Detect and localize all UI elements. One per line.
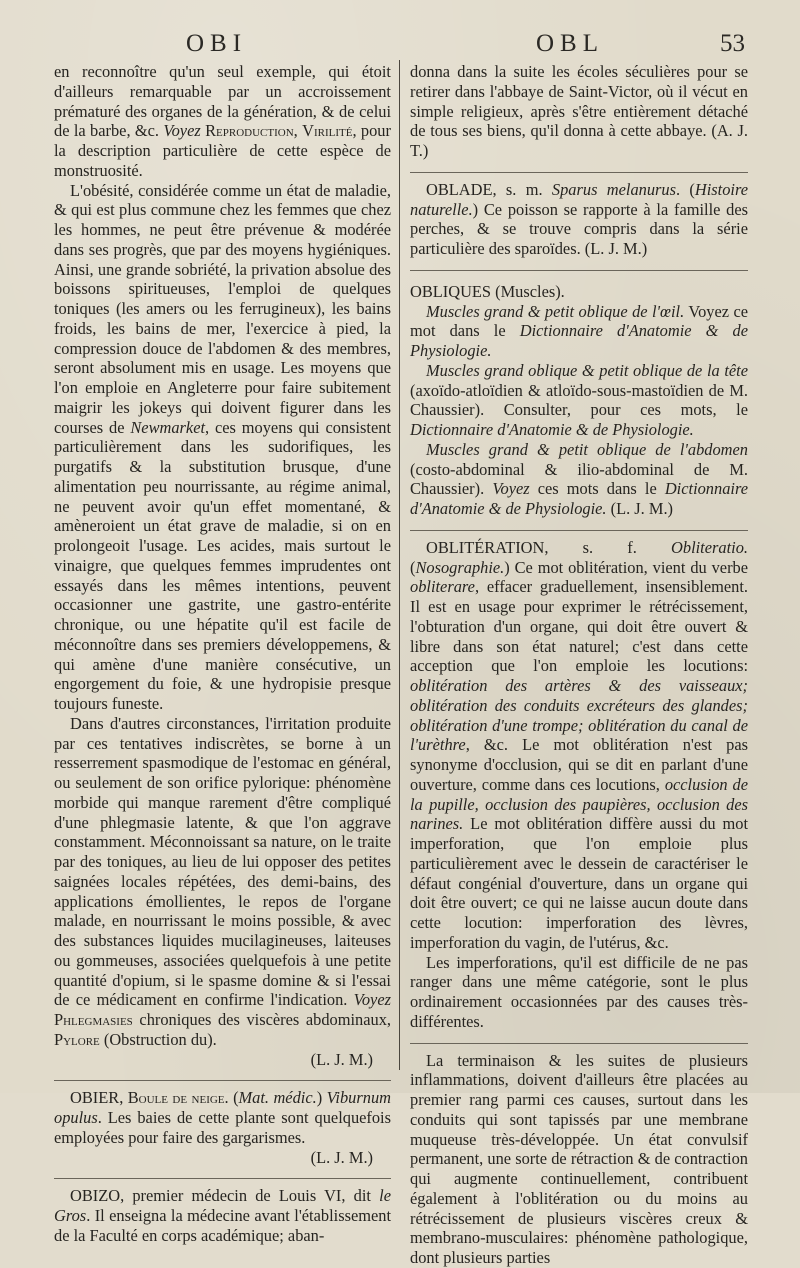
header-left-guide-word: OBI [186,30,248,57]
paragraph-obesite-end: en reconnoître qu'un seul exemple, qui étoit d'ailleurs remarquable par un accroissement prématuré des organes de la génération, & de celui de la barbe, &c. Voyez Reproduction, Virilité, pour la description particulière de cette espèce de monstruosité. [54,62,391,180]
entry-obliques-heading: OBLIQUES (Muscles). [410,281,565,301]
paragraph-terminaison: La terminaison & les suites de plusieurs inflammations, doivent d'ailleurs être placées au premier rang parmi ces causes, surtout dans les conduits qui sont tapissés par une membrane muqueuse très-développée. Un état convulsif permanent, une sorte de rétraction & de contraction qui augmente continuellement, contribuent également à l'oblitération ou du moins au rétrécissement de plusieurs viscères creux & membrano-musculaires: phénomène pathologique, dont plusieurs parties [410,1050,748,1267]
entry-separator [54,1178,391,1179]
column-divider [399,60,400,1070]
paragraph-obizo-end: donna dans la suite les écoles séculières pour se retirer dans l'abbaye de Saint-Victor, où il vécut en simple religieux, après s'être entièrement détaché de tous ses biens, qu'il donna à cette abbaye. (A. J. T.) [410,62,748,160]
entry-separator [410,270,748,271]
entry-obliteration: OBLITÉRATION, s. f. Obliteratio. (Nosographie.) Ce mot oblitération, vient du verbe obliterare, effacer graduellement, insensiblement. Il est en usage pour exprimer le rétrécissement, l'obturation d'un organe, qui doit être ouvert & libre dans son état naturel; c'est dans cette acception que l'on emploie les locutions: oblitération des artères & des vaisseaux; oblitération des conduits excréteurs des glandes; oblitération d'une trompe; oblitération du canal de l'urèthre, &c. Le mot oblitération n'est pas synonyme d'occlusion, qui se dit en parlant d'une ouverture, comme dans ces locutions, occlusion de la pupille, occlusion des paupières, occlusion des narines. Le mot oblitération diffère aussi du mot imperforation, que l'on emploie plus particulièrement avec le dessein de caractériser le défaut congénial d'ouverture, dans un organe qui doit être ouvert; ce qui ne laisse aucun doute dans cette locution: imperforation des lèvres, imperforation du vagin, de l'utérus, &c. [410,537,748,952]
entry-oblade: OBLADE, s. m. Sparus melanurus. (Histoire naturelle.) Ce poisson se rapporte à la famille des perches, & se trouve compris dans la série particulière des sparoïdes. (L. J. M.) [410,179,748,258]
entry-separator [410,530,748,531]
paragraph-obesite-complications: Dans d'autres circonstances, l'irritation produite par ces tentatives indiscrètes, se borne à un resserrement spasmodique de l'estomac en général, ou seulement de son orifice pylorique: phénomène morbide qui manque rarement d'être compliqué d'une phlegmasie latente, & que l'on aggrave constamment. Méconnoissant sa nature, on le traite par des toniques, au lieu de lui opposer des petites saignées locales répétées, des demi-bains, des applications émollientes, le repos de l'organe malade, en nourrissant le moins possible, & avec des substances liquides mucilagineuses, laiteuses ou gommeuses, associées quelquefois à une petite quantité d'opium, si le spasme domine & si l'essai de ce médicament en confirme l'indication. Voyez Phlegmasies chroniques des viscères abdominaux, Pylore (Obstruction du). [54,713,391,1049]
running-header [0,30,800,64]
entry-obizo: OBIZO, premier médecin de Louis VI, dit le Gros. Il enseigna la médecine avant l'établissement de la Faculté en corps académique; aban- [54,1186,391,1245]
header-right-guide-word: OBL [536,30,604,57]
entry-obliques-head: Muscles grand oblique & petit oblique de la tête (axoïdo-atloïdien & atloïdo-sous-mastoïdien de M. Chaussier). Consulter, pour ces mots, le Dictionnaire d'Anatomie & de Physiologie. [410,360,748,439]
paragraph-imperforations: Les imperforations, qu'il est difficile de ne pas ranger dans une même catégorie, sont le plus ordinairement occasionnées par des causes très-différentes. [410,952,748,1031]
entry-obier: OBIER, Boule de neige. (Mat. médic.) Viburnum opulus. Les baies de cette plante sont quelquefois employées pour faire des gargarismes. [54,1088,391,1147]
entry-obliques-eye: Muscles grand & petit oblique de l'œil. Voyez ce mot dans le Dictionnaire d'Anatomie & de Physiologie. [410,301,748,360]
paragraph-obesite-treatment: L'obésité, considérée comme un état de maladie, & qui est plus commune chez les femmes que chez les hommes, ne peut être prévenue & modérée dans ses progrès, que par des moyens hygiéniques. Ainsi, une grande sobriété, la privation absolue des boissons spiritueuses, l'emploi de quelques toniques (les amers ou les ferrugineux), les bains froids, les bains de mer, l'exercice à pied, la compression douce de l'abdomen & des membres, seront absolument mis en usage. Les moyens que l'on emploie en Angleterre pour faire subitement maigrir les jokeys qui doivent figurer dans les courses de Newmarket, ces moyens qui consistent particulièrement dans les sudorifiques, les purgatifs & la substitution brusque, d'une alimentation peu nourrissante, au régime animal, ne peuvent avoir qu'un effet momentané, & amèneroient un état grave de maladie, si on en prolongeoit l'usage. Les acides, mais surtout le vinaigre, que quelques femmes imprudentes ont essayés dans les mêmes intentions, peuvent occasionner une gastrite, une gastro-entérite chronique, ou une hépatite qu'il est facile de méconnoître dans ses premiers développemens, & qui amène d'une manière consécutive, un engorgement du foie, & une hydropisie presque toujours funeste. [54,180,391,713]
signature: (L. J. M.) [310,1049,373,1069]
signature: (L. J. M.) [310,1147,373,1167]
entry-separator [54,1080,391,1081]
right-column [410,62,748,1268]
entry-separator [410,172,748,173]
entry-obliques-abdomen: Muscles grand & petit oblique de l'abdomen (costo-abdominal & ilio-abdominal de M. Chaussier). Voyez ces mots dans le Dictionnaire d'Anatomie & de Physiologie. (L. J. M.) [410,439,748,518]
left-column [54,62,391,1246]
entry-separator [410,1043,748,1044]
page-number: 53 [720,30,745,57]
